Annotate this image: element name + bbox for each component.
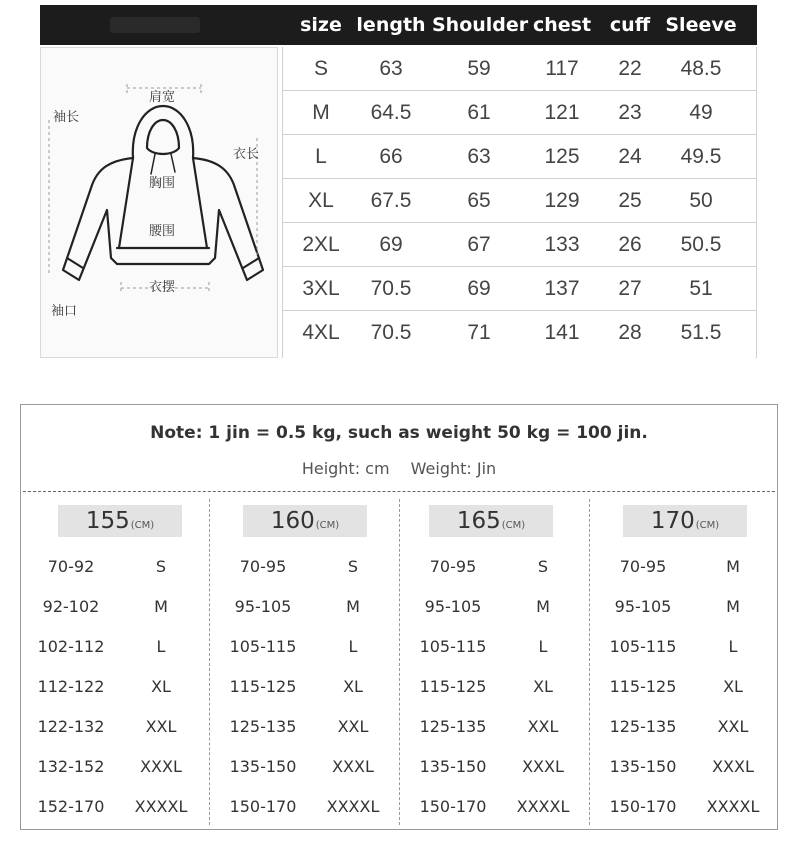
- cell-sleeve: 50.5: [680, 233, 722, 256]
- height-pill: [58, 505, 182, 537]
- list-item: [403, 547, 593, 587]
- cell-cuff: 24: [618, 145, 642, 168]
- list-item: [403, 787, 593, 827]
- size-chart: [40, 5, 757, 358]
- cell-size: XL: [308, 189, 334, 212]
- size-value: M: [726, 557, 740, 576]
- cell-chest: 117: [545, 57, 579, 80]
- weight-range: 125-135: [609, 717, 677, 736]
- cell-size: M: [312, 101, 330, 124]
- list-item: [593, 627, 783, 667]
- cell-length: 70.5: [370, 321, 412, 344]
- weight-range: 115-125: [419, 677, 487, 696]
- weight-range: 105-115: [609, 637, 677, 656]
- size-value: XXXL: [140, 757, 182, 776]
- cell-cuff: 22: [618, 57, 642, 80]
- list-item: [593, 547, 783, 587]
- list-item: [593, 747, 783, 787]
- size-value: XXXXL: [326, 797, 380, 816]
- table-row: [282, 47, 757, 91]
- conversion-note: Note: 1 jin = 0.5 kg, such as weight 50 kg = 100 jin.: [150, 423, 648, 443]
- list-item: [593, 787, 783, 827]
- height-column-160: [213, 499, 403, 825]
- weight-range: 135-150: [419, 757, 487, 776]
- cell-chest: 133: [544, 233, 580, 256]
- weight-range: 135-150: [609, 757, 677, 776]
- cell-sleeve: 49: [689, 101, 713, 124]
- cell-size: 3XL: [302, 277, 340, 300]
- size-value: XXXL: [332, 757, 374, 776]
- weight-range: 70-92: [47, 557, 95, 576]
- list-item: [21, 707, 211, 747]
- list-item: [213, 707, 403, 747]
- label-sleeve-length: 袖长: [53, 110, 80, 125]
- size-value: M: [726, 597, 740, 616]
- size-value: XL: [343, 677, 363, 696]
- cell-sleeve: 51: [689, 277, 713, 300]
- unit-legend: [21, 459, 777, 478]
- cell-size: 4XL: [302, 321, 340, 344]
- height-value: 170: [650, 508, 695, 534]
- height-pill: [623, 505, 747, 537]
- size-chart-header: [40, 5, 757, 45]
- size-value: XL: [151, 677, 171, 696]
- height-unit-label: Height: cm: [301, 459, 390, 478]
- weight-range: 150-170: [609, 797, 677, 816]
- list-item: [593, 707, 783, 747]
- size-value: XXL: [337, 717, 369, 736]
- height-pill: [243, 505, 367, 537]
- weight-range: 70-95: [239, 557, 287, 576]
- header-sleeve: Sleeve: [665, 14, 737, 36]
- cell-shoulder: 59: [467, 57, 491, 80]
- size-value: L: [728, 637, 738, 656]
- cell-cuff: 25: [618, 189, 642, 212]
- weight-range: 95-105: [234, 597, 292, 616]
- header-cuff: cuff: [609, 14, 651, 36]
- weight-range: 95-105: [424, 597, 482, 616]
- weight-range: 150-170: [229, 797, 297, 816]
- cell-sleeve: 51.5: [680, 321, 722, 344]
- header-length: length: [356, 14, 426, 36]
- dashed-divider: [23, 491, 775, 492]
- cell-shoulder: 67: [467, 233, 491, 256]
- size-value: M: [346, 597, 360, 616]
- cell-shoulder: 71: [467, 321, 491, 344]
- size-value: M: [154, 597, 168, 616]
- weight-range: 115-125: [609, 677, 677, 696]
- cell-chest: 121: [544, 101, 580, 124]
- weight-range: 112-122: [37, 677, 105, 696]
- weight-range: 150-170: [419, 797, 487, 816]
- height-column-170: [593, 499, 783, 825]
- weight-range: 135-150: [229, 757, 297, 776]
- weight-unit-label: Weight: Jin: [410, 459, 497, 478]
- cell-length: 63: [379, 57, 403, 80]
- hoodie-diagram: [40, 47, 278, 358]
- size-value: S: [347, 557, 359, 576]
- cell-length: 67.5: [370, 189, 412, 212]
- cell-length: 64.5: [370, 101, 412, 124]
- weight-range: 105-115: [229, 637, 297, 656]
- height-unit: (CM): [501, 520, 526, 531]
- table-row: [282, 135, 757, 179]
- height-column-165: [403, 499, 593, 825]
- list-item: [21, 667, 211, 707]
- cell-cuff: 23: [618, 101, 642, 124]
- weight-range: 132-152: [37, 757, 105, 776]
- height-unit: (CM): [315, 520, 340, 531]
- table-row: [282, 267, 757, 311]
- height-column-155: [21, 499, 211, 825]
- list-item: [213, 667, 403, 707]
- cell-sleeve: 50: [689, 189, 713, 212]
- label-waist: 腰围: [149, 224, 176, 239]
- list-item: [21, 547, 211, 587]
- list-item: [403, 707, 593, 747]
- header-size: size: [300, 14, 342, 36]
- size-recommendation-panel: [20, 404, 778, 830]
- size-value: XXL: [717, 717, 749, 736]
- label-hem: 衣摆: [149, 280, 176, 295]
- label-cuff: 袖口: [51, 304, 78, 319]
- size-value: XL: [723, 677, 743, 696]
- size-value: L: [538, 637, 548, 656]
- size-value: XXL: [145, 717, 177, 736]
- weight-range: 122-132: [37, 717, 105, 736]
- list-item: [213, 787, 403, 827]
- weight-range: 92-102: [42, 597, 100, 616]
- table-row: [282, 179, 757, 223]
- weight-range: 70-95: [429, 557, 477, 576]
- weight-range: 102-112: [37, 637, 105, 656]
- list-item: [213, 747, 403, 787]
- height-pill: [429, 505, 553, 537]
- cell-chest: 129: [544, 189, 580, 212]
- size-value: XXXXL: [134, 797, 188, 816]
- cell-shoulder: 65: [467, 189, 491, 212]
- cell-length: 66: [379, 145, 403, 168]
- height-unit: (CM): [695, 520, 720, 531]
- size-value: M: [536, 597, 550, 616]
- size-value: S: [155, 557, 167, 576]
- list-item: [21, 587, 211, 627]
- size-value: XXXL: [712, 757, 754, 776]
- cell-size: S: [313, 57, 328, 80]
- size-value: XL: [533, 677, 553, 696]
- list-item: [403, 667, 593, 707]
- cell-sleeve: 49.5: [680, 145, 722, 168]
- table-row: [282, 223, 757, 267]
- label-shoulder: 肩宽: [149, 90, 176, 105]
- cell-size: 2XL: [302, 233, 340, 256]
- list-item: [21, 627, 211, 667]
- cell-cuff: 26: [618, 233, 642, 256]
- size-value: L: [156, 637, 166, 656]
- table-row: [282, 311, 757, 355]
- weight-range: 125-135: [229, 717, 297, 736]
- cell-cuff: 27: [618, 277, 642, 300]
- weight-range: 105-115: [419, 637, 487, 656]
- header-chest: chest: [532, 14, 592, 36]
- size-value: XXL: [527, 717, 559, 736]
- header-shoulder: Shoulder: [432, 14, 529, 36]
- cell-chest: 125: [544, 145, 580, 168]
- list-item: [21, 747, 211, 787]
- height-value: 160: [270, 508, 315, 534]
- weight-range: 95-105: [614, 597, 672, 616]
- weight-range: 70-95: [619, 557, 667, 576]
- list-item: [21, 787, 211, 827]
- size-value: S: [537, 557, 549, 576]
- cell-sleeve: 48.5: [680, 57, 722, 80]
- height-value: 155: [85, 508, 130, 534]
- blurred-logo: [110, 17, 200, 33]
- cell-length: 70.5: [370, 277, 412, 300]
- cell-cuff: 28: [618, 321, 642, 344]
- label-body-length: 衣长: [233, 147, 260, 162]
- size-value: XXXXL: [516, 797, 570, 816]
- list-item: [213, 547, 403, 587]
- cell-chest: 137: [544, 277, 580, 300]
- table-row: [282, 91, 757, 135]
- label-chest: 胸围: [149, 176, 176, 191]
- size-value: XXXL: [522, 757, 564, 776]
- list-item: [213, 627, 403, 667]
- list-item: [403, 587, 593, 627]
- cell-chest: 141: [544, 321, 580, 344]
- cell-shoulder: 63: [467, 145, 491, 168]
- list-item: [593, 587, 783, 627]
- height-unit: (CM): [130, 520, 155, 531]
- weight-range: 152-170: [37, 797, 105, 816]
- size-value: XXXXL: [706, 797, 760, 816]
- list-item: [403, 627, 593, 667]
- cell-size: L: [315, 145, 327, 168]
- cell-shoulder: 69: [467, 277, 491, 300]
- size-value: L: [348, 637, 358, 656]
- cell-shoulder: 61: [467, 101, 491, 124]
- cell-length: 69: [379, 233, 403, 256]
- list-item: [213, 587, 403, 627]
- list-item: [593, 667, 783, 707]
- height-value: 165: [456, 508, 501, 534]
- weight-range: 125-135: [419, 717, 487, 736]
- list-item: [403, 747, 593, 787]
- weight-range: 115-125: [229, 677, 297, 696]
